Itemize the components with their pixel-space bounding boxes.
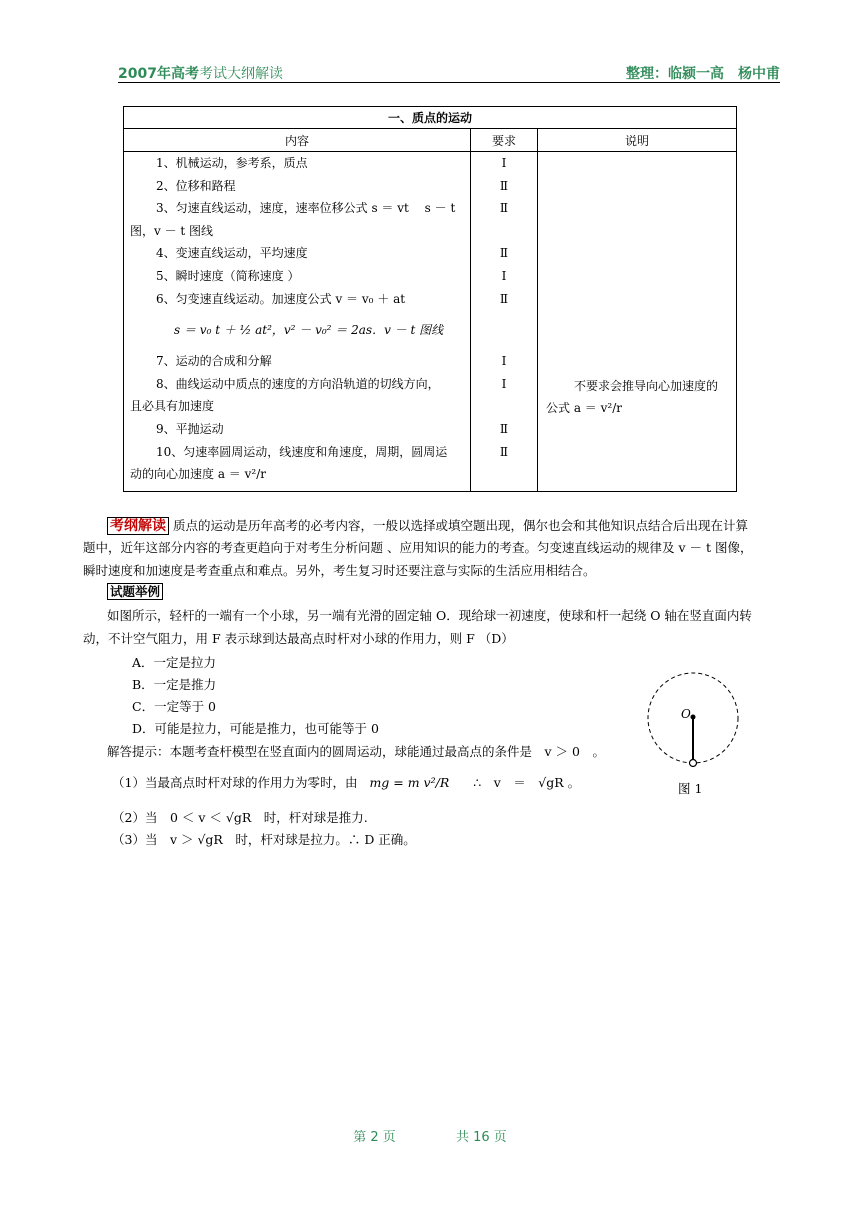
page-footer [0,1126,860,1145]
note-line: 公式 a ＝ v²/r [546,401,622,415]
example-tag-wrap [107,583,163,600]
requirement-cell [471,152,538,492]
list-item: 8、曲线运动中质点的速度的方向沿轨道的切线方向， [156,376,440,391]
list-item: 3、匀速直线运动，速度，速率位移公式 s ＝ vt s － t [156,201,456,216]
solution-step-1 [112,773,580,791]
question-line: 如图所示，轻杆的一端有一个小球，另一端有光滑的固定轴 O．现给球一初速度，使球和杆一起绕 O 轴在竖直面内转 [107,608,752,623]
list-item: 2、位移和路程 [156,178,236,193]
requirement-level: Ⅱ [499,444,509,459]
header-title: 2007年高考考试大纲解读 [118,66,283,82]
requirement-level: Ⅰ [501,376,507,391]
total-pages: 共 16 页 [455,1130,507,1145]
requirement-level: Ⅱ [499,178,509,193]
option-a: A．一定是拉力 [132,655,217,670]
note-line: 不要求会推导向心加速度的 [574,379,719,393]
requirement-level: Ⅱ [499,201,509,216]
analysis-line: 瞬时速度和加速度是考查重点和难点。另外，考生复习时还要注意与实际的生活应用相结合。 [83,563,596,578]
requirement-level [471,395,537,418]
list-item: 5、瞬时速度（简称速度 ） [156,268,300,283]
table-title: 一、质点的运动 [124,107,737,129]
figure-caption: 图 1 [678,781,703,796]
requirement-level: Ⅰ [501,354,507,369]
requirement-level: Ⅰ [501,156,507,170]
solution-text: （1）当最高点时杆对球的作用力为零时，由 [112,775,358,790]
list-item: 动的向心加速度 a ＝ v²/r [130,467,266,482]
page-header [118,62,780,83]
col-note-header: 说明 [538,129,737,152]
list-item: 9、平抛运动 [156,421,224,436]
analysis-line: 题中，近年这部分内容的考查更趋向于对考生分析问题 、应用知识的能力的考查。匀变速直线运动的规律及 v － t 图像， [83,540,753,555]
header-author: 整理：临颍一高 杨中甫 [626,66,780,82]
solution-result: ∴ v ＝ √gR 。 [473,775,581,790]
analysis-tag: 考纲解读 [107,517,169,535]
option-d: D．可能是拉力，可能是推力，也可能等于 0 [132,721,379,736]
page-number: 第 2 页 [353,1130,396,1145]
table-note [546,375,732,419]
col-content-header: 内容 [124,129,471,152]
analysis-section [107,514,777,537]
col-requirement-header: 要求 [471,129,538,152]
list-item: 10、匀速率圆周运动，线速度和角速度，周期，圆周运 [156,444,448,459]
list-item: 7、运动的合成和分解 [156,354,272,369]
requirement-level: Ⅱ [499,291,509,306]
formula-line: s ＝ v₀ t ＋ ½ at²，v² － v₀² ＝ 2as．v － t 图线 [174,323,444,338]
question-line: 动，不计空气阻力，用 F 表示球到达最高点时杆对小球的作用力，则 F （D） [83,631,514,646]
example-tag: 试题举例 [107,583,163,600]
requirement-level [471,220,537,243]
requirement-level: Ⅱ [499,246,509,261]
note-cell [538,152,737,492]
ball-circle [690,760,697,767]
requirement-level: Ⅱ [499,421,509,436]
solution-step-2: （2）当 0 ＜ v ＜ √gR 时，杆对球是推力. [112,810,368,825]
solution-step-3: （3）当 v ＞ √gR 时，杆对球是拉力。∴ D 正确。 [112,832,416,847]
option-b: B．一定是推力 [132,677,217,692]
analysis-line: 质点的运动是历年高考的必考内容，一般以选择或填空题出现，偶尔也会和其他知识点结合后出现在计算 [172,518,748,533]
requirement-level: Ⅰ [501,268,507,283]
list-item: 图，v － t 图线 [130,223,214,238]
pivot-point [691,715,696,720]
solution-formula: mg = m v²/R [369,775,450,790]
content-cell [124,152,471,492]
syllabus-table [123,106,737,492]
list-item: 且必具有加速度 [130,399,215,414]
hint-line: 解答提示：本题考查杆模型在竖直面内的圆周运动，球能通过最高点的条件是 v ＞ 0 。 [107,744,605,759]
list-item: 1、机械运动，参考系，质点 [156,156,308,170]
pivot-label: O [681,707,691,721]
list-item: 6、匀变速直线运动。加速度公式 v ＝ v₀ ＋ at [156,291,406,306]
option-c: C．一定等于 0 [132,699,216,714]
list-item: 4、变速直线运动，平均速度 [156,246,308,261]
